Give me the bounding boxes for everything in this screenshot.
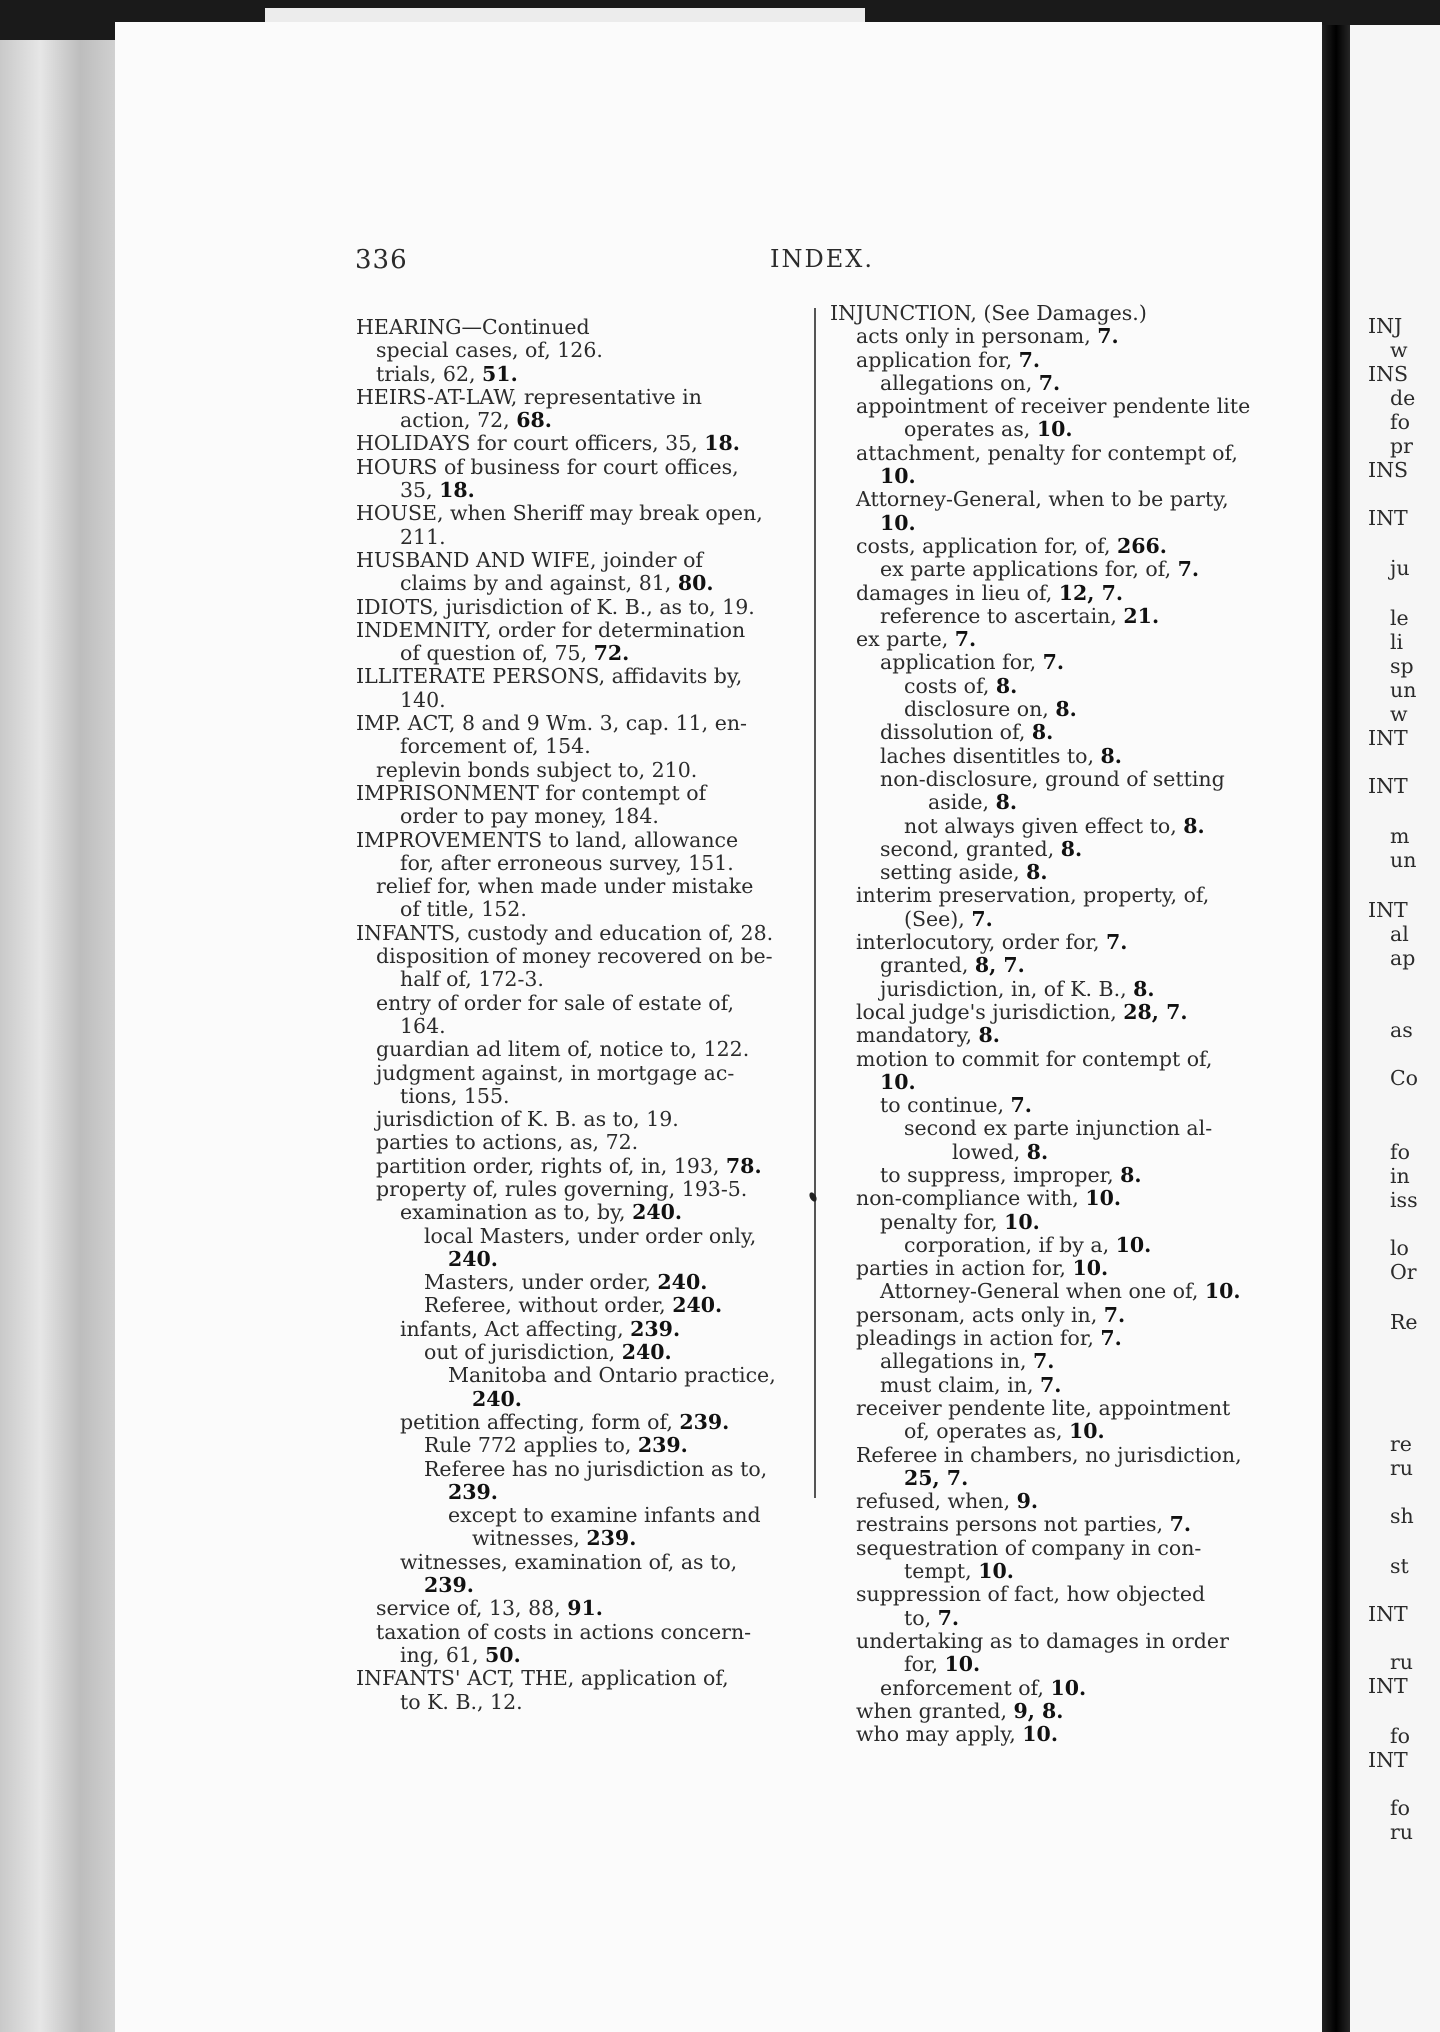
facing-page-fragment-text: Co bbox=[1390, 1066, 1419, 1090]
facing-page-fragment-text: Re bbox=[1390, 1310, 1418, 1334]
left_column-index-entry: taxation of costs in actions concern- bbox=[376, 1619, 752, 1644]
left_column-index-entry: tions, 155. bbox=[400, 1083, 510, 1108]
facing-page-fragment bbox=[1350, 25, 1440, 2032]
left_column-index-entry: to K. B., 12. bbox=[400, 1689, 523, 1714]
middle_column-index-entry: corporation, if by a, 10. bbox=[904, 1232, 1152, 1257]
facing-page-fragment-text: fo bbox=[1390, 1724, 1410, 1748]
index-column-left bbox=[356, 316, 816, 1714]
left_column-index-entry: ILLITERATE PERSONS, affidavits by, bbox=[356, 664, 743, 689]
facing-page-fragment-text: INT bbox=[1368, 1674, 1408, 1698]
left_column-index-entry: 240. bbox=[448, 1246, 498, 1271]
left_column-index-entry: partition order, rights of, in, 193, 78. bbox=[376, 1153, 762, 1178]
facing-page-fragment-text: lo bbox=[1390, 1236, 1409, 1260]
facing-page-fragment-text: al bbox=[1390, 922, 1409, 946]
left_column-index-entry: service of, 13, 88, 91. bbox=[376, 1596, 603, 1621]
middle_column-index-entry: when granted, 9, 8. bbox=[856, 1698, 1064, 1723]
left_column-index-entry: IMPRISONMENT for contempt of bbox=[356, 780, 707, 805]
left_column-index-entry: HOURS of business for court offices, bbox=[356, 454, 739, 479]
left_column-index-entry: out of jurisdiction, 240. bbox=[424, 1340, 672, 1365]
left_column-index-entry: jurisdiction of K. B. as to, 19. bbox=[376, 1107, 679, 1132]
left_column-index-entry: half of, 172-3. bbox=[400, 967, 544, 992]
facing-page-fragment-text: ap bbox=[1390, 946, 1416, 970]
left_column-index-entry: INDEMNITY, order for determination bbox=[356, 617, 746, 642]
facing-page-fragment-text: INT bbox=[1368, 726, 1408, 750]
left_column-index-entry: petition affecting, form of, 239. bbox=[400, 1409, 730, 1434]
left_column-index-entry: relief for, when made under mistake bbox=[376, 874, 754, 899]
middle_column-index-entry: suppression of fact, how objected bbox=[856, 1582, 1206, 1607]
left_column-index-entry: Rule 772 applies to, 239. bbox=[424, 1433, 688, 1458]
facing-page-fragment-text: iss bbox=[1390, 1188, 1418, 1212]
middle_column-index-entry: penalty for, 10. bbox=[880, 1209, 1040, 1234]
left_column-index-entry: examination as to, by, 240. bbox=[400, 1200, 683, 1225]
book-gutter bbox=[1322, 25, 1350, 2032]
middle_column-index-entry: interim preservation, property, of, bbox=[856, 883, 1210, 908]
left_column-index-entry: HEARING—Continued bbox=[356, 315, 590, 339]
middle_column-index-entry: disclosure on, 8. bbox=[904, 697, 1077, 722]
left_column-index-entry: action, 72, 68. bbox=[400, 408, 552, 433]
facing-page-fragment-text: fo bbox=[1390, 1140, 1410, 1164]
middle_column-index-entry: aside, 8. bbox=[928, 790, 1017, 815]
facing-page-fragment-text: w bbox=[1390, 702, 1408, 726]
middle_column-index-entry: Referee in chambers, no jurisdiction, bbox=[856, 1442, 1242, 1467]
left_column-index-entry: disposition of money recovered on be- bbox=[376, 944, 773, 969]
middle_column-index-entry: (See), 7. bbox=[904, 906, 993, 931]
middle_column-index-entry: allegations in, 7. bbox=[880, 1349, 1055, 1374]
left_column-index-entry: local Masters, under order only, bbox=[424, 1223, 757, 1248]
left_column-index-entry: 240. bbox=[472, 1386, 522, 1411]
middle_column-index-entry: second ex parte injunction al- bbox=[904, 1116, 1213, 1141]
facing-page-fragment-text: INT bbox=[1368, 1748, 1408, 1772]
middle_column-index-entry: not always given effect to, 8. bbox=[904, 813, 1205, 838]
facing-page-fragment-text: Or bbox=[1390, 1260, 1417, 1284]
middle_column-index-entry: interlocutory, order for, 7. bbox=[856, 930, 1128, 955]
left_column-index-entry: 239. bbox=[448, 1479, 498, 1504]
left_column-index-entry: parties to actions, as, 72. bbox=[376, 1130, 639, 1155]
middle_column-index-entry: to, 7. bbox=[904, 1605, 960, 1630]
left_column-index-entry: special cases, of, 126. bbox=[376, 338, 603, 363]
left_column-index-entry: except to examine infants and bbox=[448, 1503, 761, 1528]
middle_column-index-entry: 25, 7. bbox=[904, 1465, 969, 1490]
left_column-index-entry: 140. bbox=[400, 687, 446, 712]
middle_column-index-entry: sequestration of company in con- bbox=[856, 1535, 1202, 1560]
left_column-index-entry: replevin bonds subject to, 210. bbox=[376, 757, 698, 782]
middle_column-index-entry: INJUNCTION, (See Damages.) bbox=[830, 301, 1147, 325]
middle_column-index-entry: of, operates as, 10. bbox=[904, 1419, 1105, 1444]
left_column-index-entry: IDIOTS, jurisdiction of K. B., as to, 19. bbox=[356, 594, 755, 619]
middle_column-index-entry: who may apply, 10. bbox=[856, 1722, 1058, 1747]
facing-page-fragment-text: li bbox=[1390, 630, 1404, 654]
middle_column-index-entry: pleadings in action for, 7. bbox=[856, 1326, 1122, 1351]
middle_column-index-entry: second, granted, 8. bbox=[880, 836, 1083, 861]
left_column-index-entry: IMP. ACT, 8 and 9 Wm. 3, cap. 11, en- bbox=[356, 711, 747, 736]
middle_column-index-entry: dissolution of, 8. bbox=[880, 720, 1054, 745]
left_column-index-entry: Referee has no jurisdiction as to, bbox=[424, 1456, 768, 1481]
facing-page-fragment-text: de bbox=[1390, 386, 1416, 410]
middle_column-index-entry: appointment of receiver pendente lite bbox=[856, 394, 1251, 419]
left_column-index-entry: 211. bbox=[400, 524, 446, 549]
left_column-index-entry: HEIRS-AT-LAW, representative in bbox=[356, 384, 702, 409]
facing-page-fragment-text: INT bbox=[1368, 774, 1408, 798]
facing-page-fragment-text: INT bbox=[1368, 1602, 1408, 1626]
middle_column-index-entry: costs, application for, of, 266. bbox=[856, 533, 1167, 558]
middle_column-index-entry: parties in action for, 10. bbox=[856, 1256, 1109, 1281]
middle_column-index-entry: tempt, 10. bbox=[904, 1559, 1014, 1584]
left_column-index-entry: judgment against, in mortgage ac- bbox=[376, 1060, 735, 1085]
middle_column-index-entry: allegations on, 7. bbox=[880, 370, 1061, 395]
facing-page-fragment-text: ru bbox=[1390, 1820, 1414, 1844]
facing-page-fragment-text: sp bbox=[1390, 654, 1414, 678]
facing-page-fragment-text: INT bbox=[1368, 506, 1408, 530]
left_column-index-entry: claims by and against, 81, 80. bbox=[400, 571, 714, 596]
middle_column-index-entry: 10. bbox=[880, 1069, 916, 1094]
facing-page-fragment-text: INT bbox=[1368, 898, 1408, 922]
middle_column-index-entry: non-compliance with, 10. bbox=[856, 1186, 1121, 1211]
middle_column-index-entry: application for, 7. bbox=[856, 347, 1041, 372]
left_column-index-entry: Manitoba and Ontario practice, bbox=[448, 1363, 776, 1388]
middle_column-index-entry: setting aside, 8. bbox=[880, 860, 1048, 885]
left_column-index-entry: trials, 62, 51. bbox=[376, 361, 518, 386]
middle_column-index-entry: ex parte applications for, of, 7. bbox=[880, 557, 1200, 582]
book-spine-edge bbox=[0, 40, 115, 2032]
facing-page-fragment-text: in bbox=[1390, 1164, 1410, 1188]
middle_column-index-entry: undertaking as to damages in order bbox=[856, 1628, 1229, 1653]
middle_column-index-entry: laches disentitles to, 8. bbox=[880, 743, 1122, 768]
middle_column-index-entry: refused, when, 9. bbox=[856, 1489, 1039, 1514]
left_column-index-entry: HUSBAND AND WIFE, joinder of bbox=[356, 547, 703, 572]
facing-page-fragment-text: w bbox=[1390, 338, 1408, 362]
left_column-index-entry: witnesses, examination of, as to, bbox=[400, 1549, 738, 1574]
left_column-index-entry: infants, Act affecting, 239. bbox=[400, 1316, 681, 1341]
left_column-index-entry: INFANTS, custody and education of, 28. bbox=[356, 920, 774, 945]
facing-page-fragment-text: ru bbox=[1390, 1456, 1414, 1480]
middle_column-index-entry: costs of, 8. bbox=[904, 673, 1018, 698]
left_column-index-entry: guardian ad litem of, notice to, 122. bbox=[376, 1037, 750, 1062]
facing-page-fragment-text: fo bbox=[1390, 410, 1410, 434]
left_column-index-entry: order to pay money, 184. bbox=[400, 804, 659, 829]
left_column-index-entry: property of, rules governing, 193-5. bbox=[376, 1176, 748, 1201]
middle_column-index-entry: enforcement of, 10. bbox=[880, 1675, 1087, 1700]
facing-page-fragment-text: as bbox=[1390, 1018, 1413, 1042]
middle_column-index-entry: ex parte, 7. bbox=[856, 627, 977, 652]
middle_column-index-entry: to continue, 7. bbox=[880, 1093, 1032, 1118]
middle_column-index-entry: granted, 8, 7. bbox=[880, 953, 1025, 978]
middle_column-index-entry: non-disclosure, ground of setting bbox=[880, 766, 1225, 791]
middle_column-index-entry: jurisdiction, in, of K. B., 8. bbox=[880, 976, 1155, 1001]
facing-page-fragment-text: m bbox=[1390, 824, 1410, 848]
page-number: 336 bbox=[355, 245, 408, 275]
column-rule bbox=[814, 308, 816, 1498]
left_column-index-entry: witnesses, 239. bbox=[472, 1526, 637, 1551]
left_column-index-entry: HOUSE, when Sheriff may break open, bbox=[356, 501, 763, 526]
left_column-index-entry: IMPROVEMENTS to land, allowance bbox=[356, 827, 739, 852]
middle_column-index-entry: 10. bbox=[880, 510, 916, 535]
middle_column-index-entry: personam, acts only in, 7. bbox=[856, 1302, 1126, 1327]
facing-page-fragment-text: INS bbox=[1368, 458, 1409, 482]
middle_column-index-entry: 10. bbox=[880, 464, 916, 489]
facing-page-fragment-text: st bbox=[1390, 1554, 1409, 1578]
middle_column-index-entry: must claim, in, 7. bbox=[880, 1372, 1062, 1397]
middle_column-index-entry: motion to commit for contempt of, bbox=[856, 1046, 1213, 1071]
left_column-index-entry: 239. bbox=[424, 1573, 474, 1598]
middle_column-index-entry: Attorney-General, when to be party, bbox=[856, 487, 1229, 512]
facing-page-fragment-text: re bbox=[1390, 1432, 1412, 1456]
facing-page-fragment-text: ju bbox=[1390, 556, 1410, 580]
middle_column-index-entry: operates as, 10. bbox=[904, 417, 1073, 442]
facing-page-fragment-text: INJ bbox=[1368, 314, 1403, 338]
facing-page-fragment-text: un bbox=[1390, 848, 1417, 872]
middle_column-index-entry: restrains persons not parties, 7. bbox=[856, 1512, 1191, 1537]
facing-page-fragment-text: INS bbox=[1368, 362, 1409, 386]
middle_column-index-entry: mandatory, 8. bbox=[856, 1023, 1000, 1048]
left_column-index-entry: 164. bbox=[400, 1013, 446, 1038]
left_column-index-entry: of title, 152. bbox=[400, 897, 527, 922]
facing-page-fragment-text: sh bbox=[1390, 1504, 1414, 1528]
facing-page-fragment-text: le bbox=[1390, 606, 1409, 630]
middle_column-index-entry: for, 10. bbox=[904, 1652, 981, 1677]
middle_column-index-entry: to suppress, improper, 8. bbox=[880, 1162, 1142, 1187]
facing-page-fragment-text: pr bbox=[1390, 434, 1413, 458]
left_column-index-entry: INFANTS' ACT, THE, application of, bbox=[356, 1666, 729, 1691]
running-head: INDEX. bbox=[770, 245, 874, 273]
middle_column-index-entry: local judge's jurisdiction, 28, 7. bbox=[856, 999, 1188, 1024]
left_column-index-entry: 35, 18. bbox=[400, 478, 475, 503]
left_column-index-entry: Referee, without order, 240. bbox=[424, 1293, 723, 1318]
middle_column-index-entry: Attorney-General when one of, 10. bbox=[880, 1279, 1241, 1304]
left_column-index-entry: for, after erroneous survey, 151. bbox=[400, 850, 734, 875]
middle_column-index-entry: acts only in personam, 7. bbox=[856, 324, 1119, 349]
left_column-index-entry: ing, 61, 50. bbox=[400, 1642, 521, 1667]
facing-page-fragment-text: un bbox=[1390, 678, 1417, 702]
left_column-index-entry: forcement of, 154. bbox=[400, 734, 591, 759]
left_column-index-entry: of question of, 75, 72. bbox=[400, 641, 630, 666]
middle_column-index-entry: application for, 7. bbox=[880, 650, 1065, 675]
left_column-index-entry: HOLIDAYS for court officers, 35, 18. bbox=[356, 431, 740, 456]
middle_column-index-entry: damages in lieu of, 12, 7. bbox=[856, 580, 1123, 605]
index-column-middle bbox=[830, 302, 1300, 1746]
middle_column-index-entry: attachment, penalty for contempt of, bbox=[856, 440, 1238, 465]
facing-page-fragment-text: fo bbox=[1390, 1796, 1410, 1820]
facing-page-fragment-text: ru bbox=[1390, 1650, 1414, 1674]
middle_column-index-entry: lowed, 8. bbox=[952, 1139, 1049, 1164]
left_column-index-entry: Masters, under order, 240. bbox=[424, 1270, 708, 1295]
middle_column-index-entry: reference to ascertain, 21. bbox=[880, 603, 1160, 628]
left_column-index-entry: entry of order for sale of estate of, bbox=[376, 990, 734, 1015]
middle_column-index-entry: receiver pendente lite, appointment bbox=[856, 1395, 1231, 1420]
